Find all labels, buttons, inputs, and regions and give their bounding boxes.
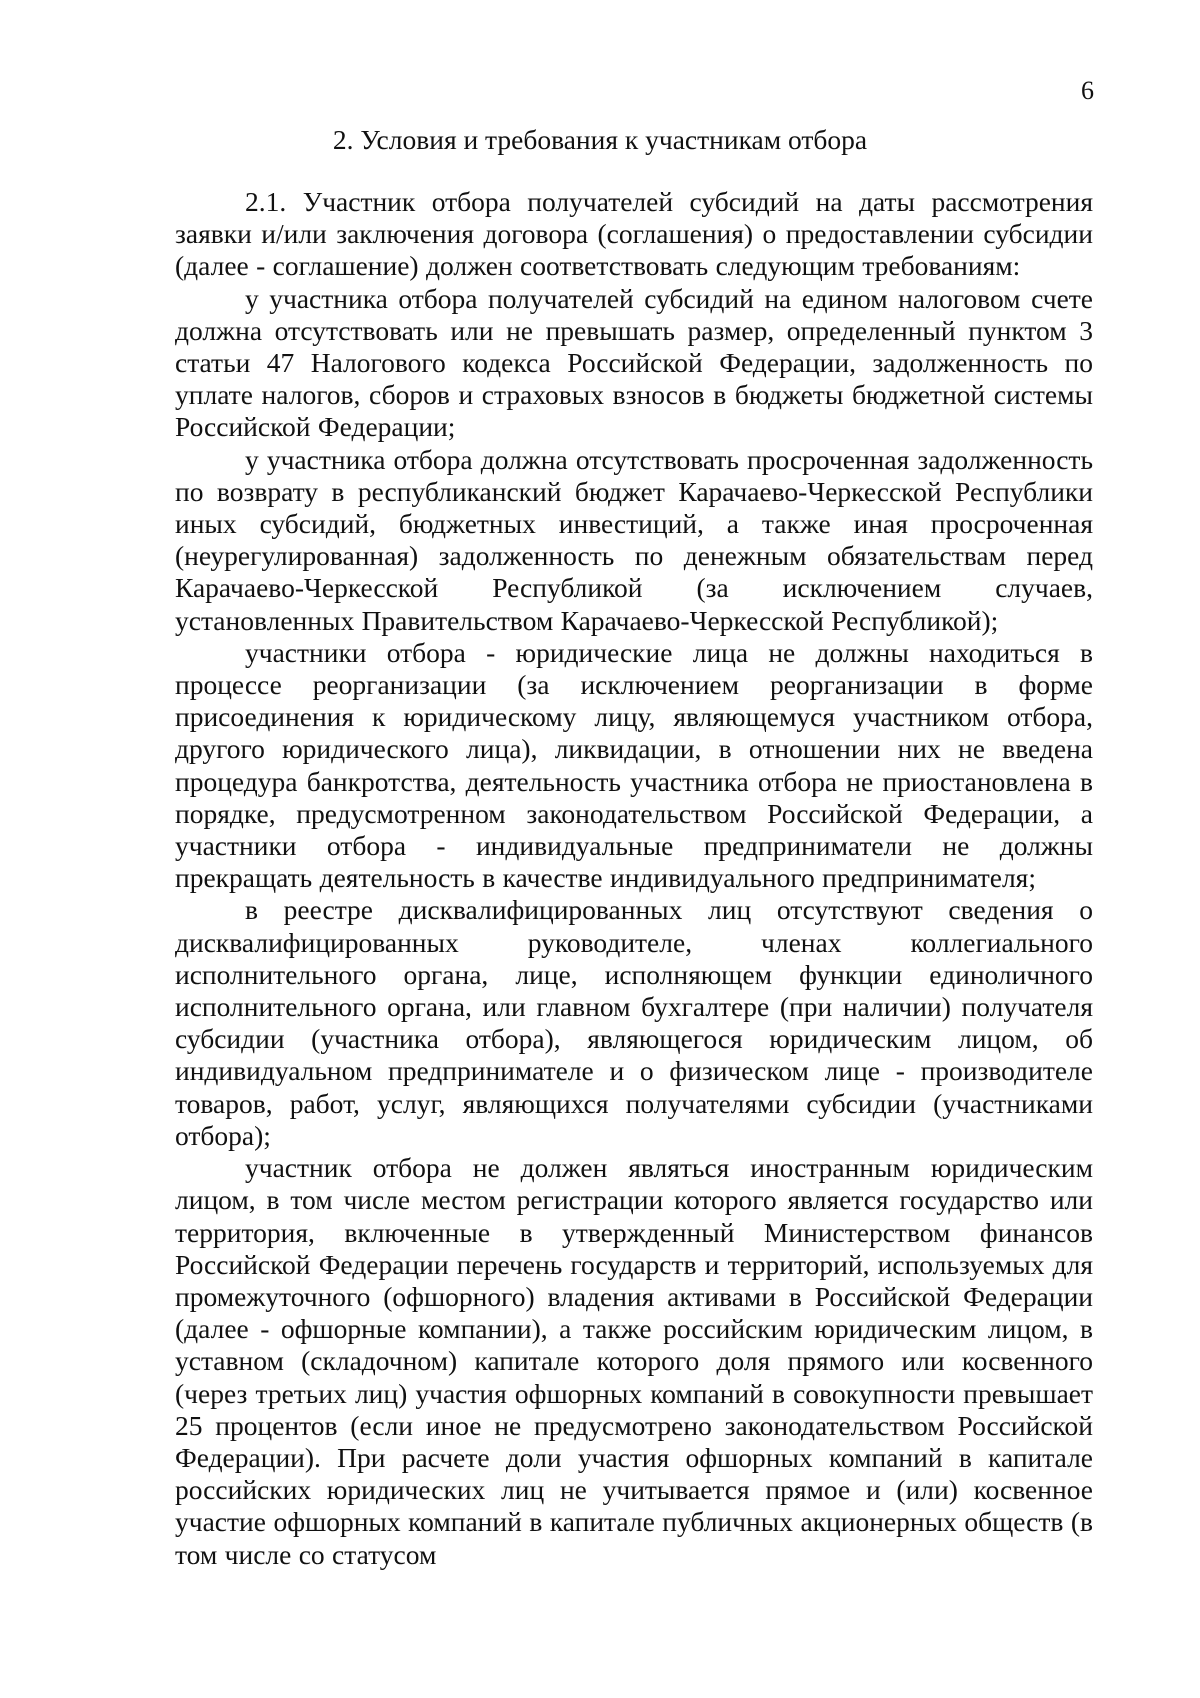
- section-heading: 2. Условия и требования к участникам отбора: [332, 124, 868, 155]
- paragraph-reorganization: участники отбора - юридические лица не должны находиться в процессе реорганизации (за исключением реорганизации в форме присоединения к юридическому лицу, являющемуся участником отбора, другого юридического лица), ликвидации, в отношении них не введена процедура банкротства, деятельность участника отбора не приостановлена в порядке, предусмотренном законодательством Российской Федерации, а участники отбора - индивидуальные предприниматели не должны прекращать деятельность в качестве индивидуального предпринимателя;: [175, 636, 1093, 894]
- paragraph-2-1: 2.1. Участник отбора получателей субсидий на даты рассмотрения заявки и/или заключения договора (соглашения) о предоставлении субсидии (далее - соглашение) должен соответствовать следующим требованиям:: [175, 186, 1093, 282]
- paragraph-offshore: участник отбора не должен являться иностранным юридическим лицом, в том числе местом регистрации которого является государство или территория, включенные в утвержденный Министерством финансов Российской Федерации перечень государств и территорий, используемых для промежуточного (офшорного) владения активами в Российской Федерации (далее - офшорные компании), а также российским юридическим лицом, в уставном (складочном) капитале которого доля прямого или косвенного (через третьих лиц) участия офшорных компаний в совокупности превышает 25 процентов (если иное не предусмотрено законодательством Российской Федерации). При расчете доли участия офшорных компаний в капитале российских юридических лиц не учитывается прямое и (или) косвенное участие офшорных компаний в капитале публичных акционерных обществ (в том числе со статусом: [175, 1152, 1093, 1570]
- page-number: 6: [1081, 76, 1094, 105]
- paragraph-disqualified-registry: в реестре дисквалифицированных лиц отсутствуют сведения о дисквалифицированных руководителе, членах коллегиального исполнительного органа, лице, исполняющем функции единоличного исполнительного органа, или главном бухгалтере (при наличии) получателя субсидии (участника отбора), являющегося юридическим лицом, об индивидуальном предпринимателе и о физическом лице - производителе товаров, работ, услуг, являющихся получателями субсидии (участниками отбора);: [175, 894, 1093, 1151]
- paragraph-tax-debt: у участника отбора получателей субсидий на едином налоговом счете должна отсутствовать или не превышать размер, определенный пунктом 3 статьи 47 Налогового кодекса Российской Федерации, задолженность по уплате налогов, сборов и страховых взносов в бюджеты бюджетной системы Российской Федерации;: [175, 282, 1093, 443]
- paragraph-budget-debt: у участника отбора должна отсутствовать просроченная задолженность по возврату в республиканский бюджет Карачаево-Черкесской Республики иных субсидий, бюджетных инвестиций, а также иная просроченная (неурегулированная) задолженность по денежным обязательствам перед Карачаево-Черкесской Республикой (за исключением случаев, установленных Правительством Карачаево-Черкесской Республикой);: [175, 443, 1093, 636]
- document-body: [175, 186, 1093, 1571]
